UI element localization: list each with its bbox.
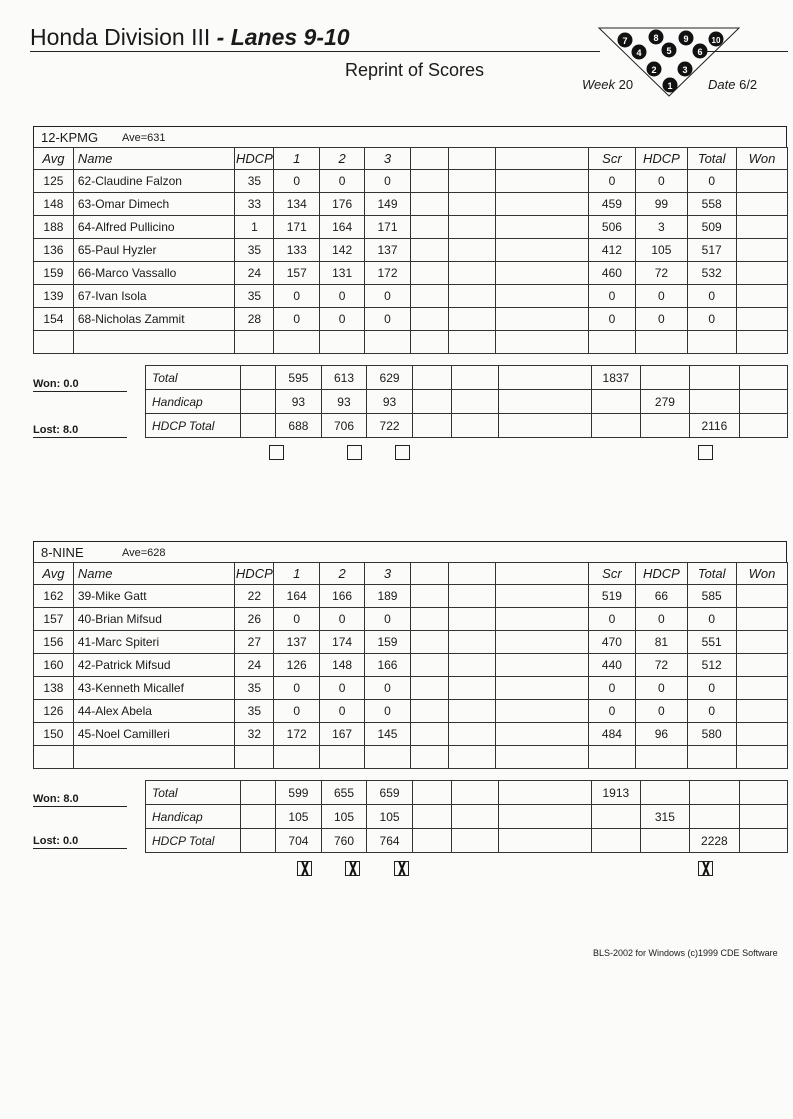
table-row: [34, 677, 788, 700]
cell-avg: 150: [34, 723, 74, 746]
total-checkbox[interactable]: [698, 445, 713, 460]
col-total: Total: [687, 563, 736, 585]
cell-hdcp2: 0: [636, 170, 687, 193]
col-hdcp-total: HDCP: [636, 148, 687, 170]
cell-hdcp: 35: [235, 700, 274, 723]
cell-scr: 484: [588, 723, 636, 746]
col-blank-2: [449, 148, 496, 170]
cell-hdcp2: 72: [636, 262, 687, 285]
cell-avg: 136: [34, 239, 74, 262]
cell-hdcp: 32: [235, 723, 274, 746]
cell-won: [736, 239, 787, 262]
cell-hdcp: 35: [235, 285, 274, 308]
table-row: [34, 723, 788, 746]
cell-name: 44-Alex Abela: [73, 700, 235, 723]
pin-3-label: 3: [682, 65, 688, 75]
game-1-checkbox[interactable]: [269, 445, 284, 460]
col-avg: Avg: [34, 148, 74, 170]
cell-total: 580: [687, 723, 736, 746]
cell-g3: 171: [365, 216, 411, 239]
lost-points: Lost: 8.0: [33, 424, 127, 438]
cell-scr: 470: [588, 631, 636, 654]
cell-hdcp: 27: [235, 631, 274, 654]
cell-avg: 157: [34, 608, 74, 631]
title-divider: [30, 51, 600, 52]
cell-won: [736, 193, 787, 216]
cell-g2: 0: [320, 700, 365, 723]
cell-won: [736, 700, 787, 723]
team-average: Ave=628: [122, 547, 166, 559]
game-3-checkbox-checked[interactable]: [394, 861, 409, 876]
cell-hdcp2: 0: [636, 608, 687, 631]
cell-g3: 0: [365, 677, 411, 700]
game-2-checkbox-checked[interactable]: [345, 861, 360, 876]
cell-won: [736, 262, 787, 285]
cell-g1: 133: [274, 239, 320, 262]
cell-total: 0: [687, 700, 736, 723]
col-game-3: 3: [365, 148, 411, 170]
cell-name: 39-Mike Gatt: [73, 585, 235, 608]
col-blank-3: [496, 148, 588, 170]
cell-avg: 188: [34, 216, 74, 239]
col-game-3: 3: [365, 563, 411, 585]
won-points: Won: 8.0: [33, 793, 127, 807]
handicap-hdcp: 315: [640, 805, 690, 829]
column-header-row: [34, 148, 788, 170]
cell-avg: 154: [34, 308, 74, 331]
table-row-empty: [34, 331, 788, 354]
lost-points: Lost: 0.0: [33, 835, 127, 849]
label-handicap: Handicap: [146, 390, 241, 414]
date-label: Date: [708, 77, 736, 92]
col-game-2: 2: [320, 563, 365, 585]
cell-won: [736, 631, 787, 654]
cell-name: 40-Brian Mifsud: [73, 608, 235, 631]
cell-hdcp: 26: [235, 608, 274, 631]
game-2-checkbox[interactable]: [347, 445, 362, 460]
cell-scr: 519: [588, 585, 636, 608]
cell-avg: 138: [34, 677, 74, 700]
col-avg: Avg: [34, 563, 74, 585]
label-hdcp-total: HDCP Total: [146, 414, 241, 438]
cell-avg: 160: [34, 654, 74, 677]
total-g1: 599: [275, 781, 321, 805]
col-blank-1: [410, 563, 448, 585]
cell-g2: 164: [320, 216, 365, 239]
cell-total: 551: [687, 631, 736, 654]
totals-row: [146, 366, 788, 390]
table-row: [34, 262, 788, 285]
pin-row-low: [647, 62, 693, 77]
col-blank-3: [496, 563, 588, 585]
col-blank-1: [410, 148, 448, 170]
cell-name: 43-Kenneth Micallef: [73, 677, 235, 700]
col-won: Won: [736, 563, 787, 585]
cell-name: 68-Nicholas Zammit: [73, 308, 235, 331]
page-subtitle: Reprint of Scores: [345, 60, 485, 80]
pin-2-label: 2: [651, 65, 657, 75]
col-scr: Scr: [588, 563, 636, 585]
cell-avg: 156: [34, 631, 74, 654]
cell-avg: 159: [34, 262, 74, 285]
table-row: [34, 170, 788, 193]
table-row-empty: [34, 746, 788, 769]
cell-g2: 142: [320, 239, 365, 262]
cell-hdcp: 22: [235, 585, 274, 608]
game-1-checkbox-checked[interactable]: [297, 861, 312, 876]
cell-hdcp: 35: [235, 170, 274, 193]
label-handicap: Handicap: [146, 805, 241, 829]
cell-avg: 125: [34, 170, 74, 193]
table-row: [34, 631, 788, 654]
cell-avg: 126: [34, 700, 74, 723]
pin-7-label: 7: [622, 36, 628, 46]
cell-total: 0: [687, 285, 736, 308]
pin-9-label: 9: [683, 34, 689, 44]
cell-total: 0: [687, 170, 736, 193]
cell-g1: 157: [274, 262, 320, 285]
cell-g3: 137: [365, 239, 411, 262]
cell-hdcp2: 0: [636, 677, 687, 700]
totals-row: [146, 781, 788, 805]
cell-g3: 149: [365, 193, 411, 216]
software-credit: BLS-2002 for Windows (c)1999 CDE Software: [593, 948, 778, 958]
col-won: Won: [736, 148, 787, 170]
cell-total: 532: [687, 262, 736, 285]
cell-g3: 172: [365, 262, 411, 285]
handicap-row: [146, 805, 788, 829]
cell-won: [736, 677, 787, 700]
cell-total: 0: [687, 308, 736, 331]
cell-g1: 0: [274, 700, 320, 723]
cell-hdcp: 35: [235, 677, 274, 700]
cell-won: [736, 654, 787, 677]
cell-name: 65-Paul Hyzler: [73, 239, 235, 262]
cell-g1: 134: [274, 193, 320, 216]
label-total: Total: [146, 781, 241, 805]
table-row: [34, 308, 788, 331]
handicap-g3: 105: [367, 805, 413, 829]
cell-g1: 0: [274, 170, 320, 193]
cell-g2: 0: [320, 170, 365, 193]
cell-hdcp2: 0: [636, 308, 687, 331]
totals-table: [145, 780, 788, 853]
date-value: 6/2: [739, 77, 758, 92]
col-name: Name: [73, 148, 235, 170]
handicap-hdcp: 279: [640, 390, 690, 414]
cell-total: 0: [687, 677, 736, 700]
cell-won: [736, 285, 787, 308]
pin-6-label: 6: [697, 47, 703, 57]
handicap-g1: 105: [275, 805, 321, 829]
col-blank-2: [449, 563, 496, 585]
score-table: [33, 147, 788, 354]
cell-g2: 0: [320, 285, 365, 308]
cell-hdcp2: 81: [636, 631, 687, 654]
cell-g1: 164: [274, 585, 320, 608]
total-g1: 595: [275, 366, 321, 390]
week-value: 20: [618, 77, 634, 92]
week-label: Week: [582, 77, 615, 92]
col-scr: Scr: [588, 148, 636, 170]
won-points: Won: 0.0: [33, 378, 127, 392]
total-scr: 1913: [592, 781, 641, 805]
handicap-g2: 105: [321, 805, 366, 829]
cell-total: 509: [687, 216, 736, 239]
cell-g2: 167: [320, 723, 365, 746]
total-checkbox-checked[interactable]: [698, 861, 713, 876]
cell-won: [736, 723, 787, 746]
cell-name: 41-Marc Spiteri: [73, 631, 235, 654]
cell-scr: 0: [588, 285, 636, 308]
cell-total: 558: [687, 193, 736, 216]
score-table: [33, 562, 788, 769]
cell-name: 63-Omar Dimech: [73, 193, 235, 216]
cell-scr: 0: [588, 170, 636, 193]
pin-5-label: 5: [666, 46, 672, 56]
cell-avg: 139: [34, 285, 74, 308]
cell-hdcp2: 105: [636, 239, 687, 262]
cell-g1: 0: [274, 285, 320, 308]
cell-name: 66-Marco Vassallo: [73, 262, 235, 285]
title-lanes: - Lanes 9-10: [216, 24, 350, 50]
cell-g3: 145: [365, 723, 411, 746]
cell-total: 512: [687, 654, 736, 677]
cell-scr: 0: [588, 677, 636, 700]
cell-won: [736, 308, 787, 331]
pin-row-middle: [632, 43, 708, 60]
cell-g2: 148: [320, 654, 365, 677]
cell-name: 62-Claudine Falzon: [73, 170, 235, 193]
handicap-g2: 93: [321, 390, 366, 414]
cell-g3: 159: [365, 631, 411, 654]
cell-g2: 0: [320, 308, 365, 331]
cell-g3: 0: [365, 700, 411, 723]
col-game-1: 1: [274, 148, 320, 170]
cell-g3: 0: [365, 308, 411, 331]
total-g2: 655: [321, 781, 366, 805]
cell-avg: 148: [34, 193, 74, 216]
hdcp-total-row: [146, 414, 788, 438]
cell-hdcp2: 0: [636, 700, 687, 723]
cell-scr: 506: [588, 216, 636, 239]
col-game-1: 1: [274, 563, 320, 585]
table-row: [34, 193, 788, 216]
team-header: [33, 126, 787, 148]
cell-scr: 460: [588, 262, 636, 285]
cell-g2: 174: [320, 631, 365, 654]
cell-scr: 0: [588, 308, 636, 331]
cell-hdcp: 24: [235, 262, 274, 285]
totals-table: [145, 365, 788, 438]
team-average: Ave=631: [122, 132, 166, 144]
table-row: [34, 700, 788, 723]
cell-won: [736, 216, 787, 239]
cell-scr: 459: [588, 193, 636, 216]
cell-g3: 166: [365, 654, 411, 677]
cell-g2: 0: [320, 608, 365, 631]
table-row: [34, 216, 788, 239]
pin-4-label: 4: [636, 48, 642, 58]
cell-g1: 0: [274, 308, 320, 331]
handicap-g1: 93: [275, 390, 321, 414]
pin-8-label: 8: [653, 33, 659, 43]
hdcp-total-g1: 704: [275, 829, 321, 853]
total-g3: 629: [367, 366, 413, 390]
cell-g2: 131: [320, 262, 365, 285]
total-scr: 1837: [592, 366, 641, 390]
team-header: [33, 541, 787, 563]
col-name: Name: [73, 563, 235, 585]
pin-10-label: 10: [711, 36, 721, 45]
table-row: [34, 608, 788, 631]
cell-scr: 440: [588, 654, 636, 677]
total-g3: 659: [367, 781, 413, 805]
col-hdcp: HDCP: [235, 563, 274, 585]
cell-hdcp: 24: [235, 654, 274, 677]
cell-g1: 137: [274, 631, 320, 654]
cell-won: [736, 585, 787, 608]
cell-scr: 0: [588, 700, 636, 723]
cell-g2: 166: [320, 585, 365, 608]
cell-scr: 0: [588, 608, 636, 631]
cell-hdcp: 1: [235, 216, 274, 239]
hdcp-total-sum: 2116: [690, 414, 739, 438]
cell-won: [736, 608, 787, 631]
handicap-row: [146, 390, 788, 414]
cell-g1: 0: [274, 608, 320, 631]
hdcp-total-g2: 760: [321, 829, 366, 853]
cell-hdcp2: 96: [636, 723, 687, 746]
cell-name: 45-Noel Camilleri: [73, 723, 235, 746]
cell-g1: 171: [274, 216, 320, 239]
col-hdcp-total: HDCP: [636, 563, 687, 585]
game-3-checkbox[interactable]: [395, 445, 410, 460]
cell-g3: 189: [365, 585, 411, 608]
hdcp-total-g2: 706: [321, 414, 366, 438]
cell-name: 42-Patrick Mifsud: [73, 654, 235, 677]
column-header-row: [34, 563, 788, 585]
hdcp-total-g3: 722: [367, 414, 413, 438]
cell-hdcp2: 99: [636, 193, 687, 216]
cell-won: [736, 170, 787, 193]
hdcp-total-row: [146, 829, 788, 853]
cell-total: 517: [687, 239, 736, 262]
title-division: Honda Division III: [30, 24, 217, 50]
bowling-pins-logo: [598, 26, 740, 98]
team-name: 8-NINE: [41, 545, 84, 560]
cell-scr: 412: [588, 239, 636, 262]
cell-avg: 162: [34, 585, 74, 608]
cell-hdcp: 35: [235, 239, 274, 262]
hdcp-total-sum: 2228: [690, 829, 739, 853]
cell-name: 67-Ivan Isola: [73, 285, 235, 308]
col-total: Total: [687, 148, 736, 170]
label-hdcp-total: HDCP Total: [146, 829, 241, 853]
total-g2: 613: [321, 366, 366, 390]
col-hdcp: HDCP: [235, 148, 274, 170]
cell-g1: 172: [274, 723, 320, 746]
cell-total: 0: [687, 608, 736, 631]
cell-g1: 126: [274, 654, 320, 677]
cell-g2: 176: [320, 193, 365, 216]
hdcp-total-g1: 688: [275, 414, 321, 438]
table-row: [34, 239, 788, 262]
cell-g2: 0: [320, 677, 365, 700]
cell-name: 64-Alfred Pullicino: [73, 216, 235, 239]
cell-hdcp2: 72: [636, 654, 687, 677]
table-row: [34, 654, 788, 677]
table-row: [34, 585, 788, 608]
cell-g3: 0: [365, 608, 411, 631]
table-row: [34, 285, 788, 308]
cell-g3: 0: [365, 285, 411, 308]
cell-g3: 0: [365, 170, 411, 193]
cell-hdcp2: 66: [636, 585, 687, 608]
cell-g1: 0: [274, 677, 320, 700]
label-total: Total: [146, 366, 241, 390]
page-title: [30, 24, 350, 51]
handicap-g3: 93: [367, 390, 413, 414]
pin-1-label: 1: [667, 81, 673, 91]
cell-hdcp2: 0: [636, 285, 687, 308]
team-name: 12-KPMG: [41, 130, 99, 145]
col-game-2: 2: [320, 148, 365, 170]
hdcp-total-g3: 764: [367, 829, 413, 853]
cell-total: 585: [687, 585, 736, 608]
cell-hdcp: 33: [235, 193, 274, 216]
cell-hdcp2: 3: [636, 216, 687, 239]
cell-hdcp: 28: [235, 308, 274, 331]
